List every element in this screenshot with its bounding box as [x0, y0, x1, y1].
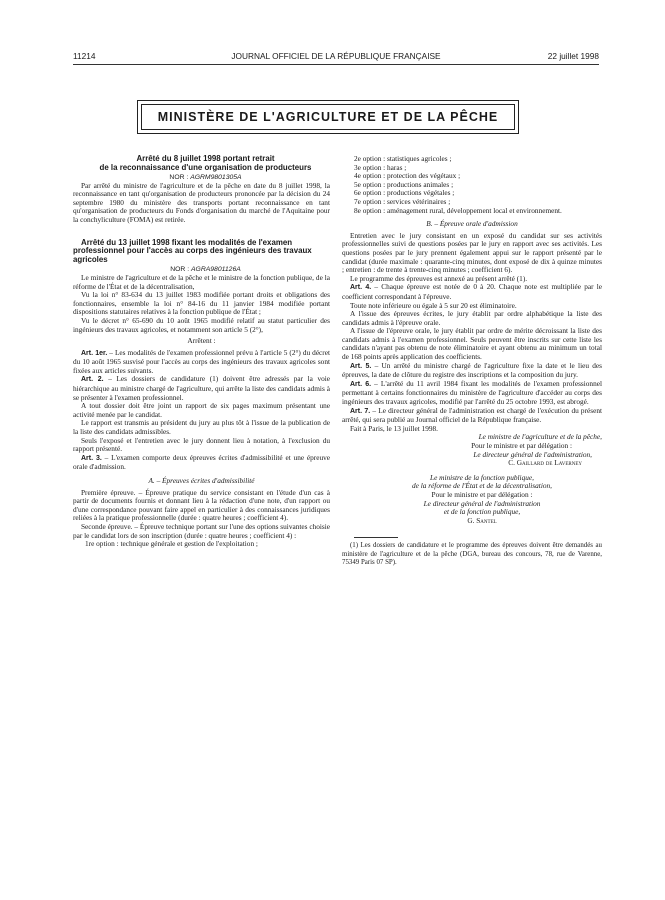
signature-name: C. Gaillard de Laverney: [508, 458, 582, 468]
option-item: 4e option : protection des végétaux ;: [354, 171, 461, 181]
signature-director-2: Le directeur général de l'administration: [423, 498, 541, 508]
article-label: Art. 2.: [81, 376, 104, 384]
signature-delegation-2: Pour le ministre et par délégation :: [431, 489, 533, 499]
article-1: [73, 349, 330, 376]
nor-code: AGRA9801126A: [191, 265, 241, 273]
page-number: 11214: [73, 51, 96, 61]
article-label: Art. 7.: [350, 407, 371, 415]
paragraph: Le programme des épreuves est annexé au présent arrêté (1).: [350, 273, 528, 283]
paragraph: Toute note inférieure ou égale à 5 sur 20 est éliminatoire.: [350, 300, 517, 310]
paragraph: A l'issue de l'épreuve orale, le jury établit par ordre de mérite décroissant la liste des candidats admis à l'examen professionnel. Seuls peuvent être inscrits sur cette liste les candidats n'ayant pas obtenu de note éliminatoire et ayant obtenu au minimum un total de 168 points après application des coefficients.: [342, 326, 602, 362]
signature-director-2b: et de la fonction publique,: [443, 507, 521, 517]
article-label: Art. 1er.: [81, 349, 108, 357]
nor-code: AGRM9801305A: [190, 173, 242, 181]
article-2: [73, 375, 330, 402]
footnote-rule: [354, 537, 398, 538]
footnote: (1) Les dossiers de candidature et le programme des épreuves doivent être demandés au ministère de l'agriculture et de la pêche (DGA, bureau des concours, 78, rue de Varenne, 75349 Paris 07 SP).: [342, 542, 602, 566]
section-a-heading: A. – Épreuves écrites d'admissibilité: [148, 476, 255, 486]
header-rule: [73, 64, 599, 65]
paragraph: Le ministre de l'agriculture et de la pêche et le ministre de la fonction publique, de la réforme de l'État et de la décentralisation,: [73, 272, 330, 291]
nor-label: NOR :: [169, 173, 189, 181]
article1-title-line2: de la reconnaissance d'une organisation de producteurs: [99, 162, 312, 172]
article1-body: Par arrêté du ministre de l'agriculture et de la pêche en date du 8 juillet 1998, la reconnaissance en tant qu'organisation de producteurs prononcée par la décision du 24 septembre 1980 du ministère des transports portant reconnaissance en tant qu'organisation de producteurs du Fonds d'organisation du marché de l'Aquitaine pour la conchyliculture (FOMA) est retirée.: [73, 180, 330, 224]
issue-date: 22 juillet 1998: [547, 51, 599, 61]
section-b-heading: B. – Épreuve orale d'admission: [426, 219, 518, 229]
article-text: – L'examen comporte deux épreuves écrites d'admissibilité et une épreuve orale d'admission.: [73, 452, 330, 472]
option-item: 2e option : statistiques agricoles ;: [354, 154, 452, 163]
nor-label: NOR :: [170, 265, 190, 273]
ministry-box: [137, 100, 519, 134]
paragraph: Vu la loi n° 83-634 du 13 juillet 1983 modifiée portant droits et obligations des fonctionnaires, ensemble la loi n° 84-16 du 11 janvier 1984 modifiée portant dispositions statutaires relatives à la fonction publique de l'État ;: [73, 290, 330, 317]
paragraph: Seuls l'exposé et l'entretien avec le jury donnent lieu à notation, à l'exclusion du rapport présenté.: [73, 435, 330, 454]
article1-title-line1: Arrêté du 8 juillet 1998 portant retrait: [136, 154, 275, 163]
paragraph: Première épreuve. – Épreuve pratique du service consistant en l'étude d'un cas à partir de documents fournis et donnant lieu à la rédaction d'une note, d'un rapport ou d'une correspondance pouvant faire appel en particulier à des connaissances juridiques reliées à la pratique professionnelle (durée : quatre heures ; coefficient 4).: [73, 487, 330, 523]
article-label: Art. 5.: [350, 362, 372, 370]
article-label: Art. 4.: [350, 284, 372, 292]
article-5: [342, 362, 602, 380]
article-text: – L'arrêté du 11 avril 1984 fixant les modalités de l'examen professionnel permettant à certains fonctionnaires du ministère de l'agriculture d'accéder au corps des ingénieurs des travaux agricoles, modifié par l'arrêté du 25 octobre 1993, est abrogé.: [342, 378, 602, 407]
paragraph: A l'issue des épreuves écrites, le jury établit par ordre alphabétique la liste des candidats admis à l'épreuve orale.: [342, 309, 602, 327]
done-at: Fait à Paris, le 13 juillet 1998.: [350, 423, 438, 433]
paragraph: A tout dossier doit être joint un rapport de six pages maximum présentant une activité menée par le candidat.: [73, 401, 330, 419]
paragraph: Vu le décret n° 65-690 du 10 août 1965 modifié relatif au statut particulier des ingénieurs des travaux agricoles, et notamment son article 5 (2°),: [73, 315, 330, 334]
article-text: – Les dossiers de candidature (1) doivent être adressés par la voie hiérarchique au ministre chargé de l'agriculture, qui arrête la liste des candidats admis à se présenter à l'examen professionnel.: [73, 374, 331, 402]
article-text: – Chaque épreuve est notée de 0 à 20. Chaque note est multipliée par le coefficient correspondant à l'épreuve.: [342, 282, 602, 301]
paragraph: Seconde épreuve. – Épreuve technique portant sur l'une des options suivantes choisie par le candidat lors de son inscription (durée : quatre heures ; coefficient 4) :: [73, 521, 330, 540]
article-text: – Les modalités de l'examen professionnel prévu à l'article 5 (2°) du décret du 10 août 1965 susvisé pour l'accès au corps des ingénieurs des travaux agricoles sont fixées aux articles suivants.: [73, 347, 330, 375]
journal-title: JOURNAL OFFICIEL DE LA RÉPUBLIQUE FRANÇAISE: [231, 51, 441, 61]
arretent: Arrêtent :: [187, 336, 216, 346]
signature-director: Le directeur général de l'administration,: [473, 449, 592, 459]
article-7: [342, 407, 602, 425]
article-3: [73, 454, 330, 472]
option-item: 1re option : technique générale et gestion de l'exploitation ;: [85, 539, 258, 549]
option-item: 7e option : services vétérinaires ;: [354, 196, 451, 206]
ministry-title: MINISTÈRE DE L'AGRICULTURE ET DE LA PÊCHE: [141, 104, 515, 130]
paragraph: Entretien avec le jury consistant en un exposé du candidat sur ses activités professionnelles suivi de questions posées par le jury en rapport avec ses activités. Les questions posées par le jury prennent également appui sur le rapport présenté par le candidat (durée maximale : quarante-cinq minutes, dont exposé de dix à quinze minutes ; entretien : de trente à trente-cinq minutes ; coefficient 6).: [342, 230, 602, 275]
option-item: 8e option : aménagement rural, développement local et environnement.: [354, 205, 562, 215]
page-header: [73, 51, 599, 65]
paragraph: Le rapport est transmis au président du jury au plus tôt à l'issue de la publication de la liste des candidats admissibles.: [73, 418, 330, 437]
signature-minister-fp: Le ministre de la fonction publique,: [430, 472, 534, 482]
option-item: 5e option : productions animales ;: [354, 179, 454, 189]
article-label: Art. 3.: [81, 454, 102, 462]
signature-delegation: Pour le ministre et par délégation :: [471, 441, 572, 450]
article-text: – Un arrêté du ministre chargé de l'agriculture fixe la date et le lieu des épreuves, la date de clôture du registre des inscriptions et la composition du jury.: [342, 360, 602, 380]
option-item: 6e option : productions végétales ;: [354, 188, 455, 198]
signature-minister-agri: Le ministre de l'agriculture et de la pêche,: [478, 432, 602, 442]
signature-name-2: G. Santel: [467, 515, 497, 525]
article-label: Art. 6.: [350, 380, 372, 388]
signature-minister-fp-2: de la réforme de l'État et de la décentralisation,: [412, 481, 552, 491]
left-column: [73, 155, 330, 549]
article-6: [342, 380, 602, 407]
article2-title: Arrêté du 13 juillet 1998 fixant les modalités de l'examen professionnel pour l'accès au corps des ingénieurs des travaux agricoles: [73, 237, 312, 265]
article-text: – Le directeur général de l'administration est chargé de l'exécution du présent arrêté, qui sera publié au Journal officiel de la République française.: [342, 405, 602, 425]
option-item: 3e option : haras ;: [354, 162, 407, 172]
right-column: [342, 155, 602, 567]
article-4: [342, 283, 602, 301]
